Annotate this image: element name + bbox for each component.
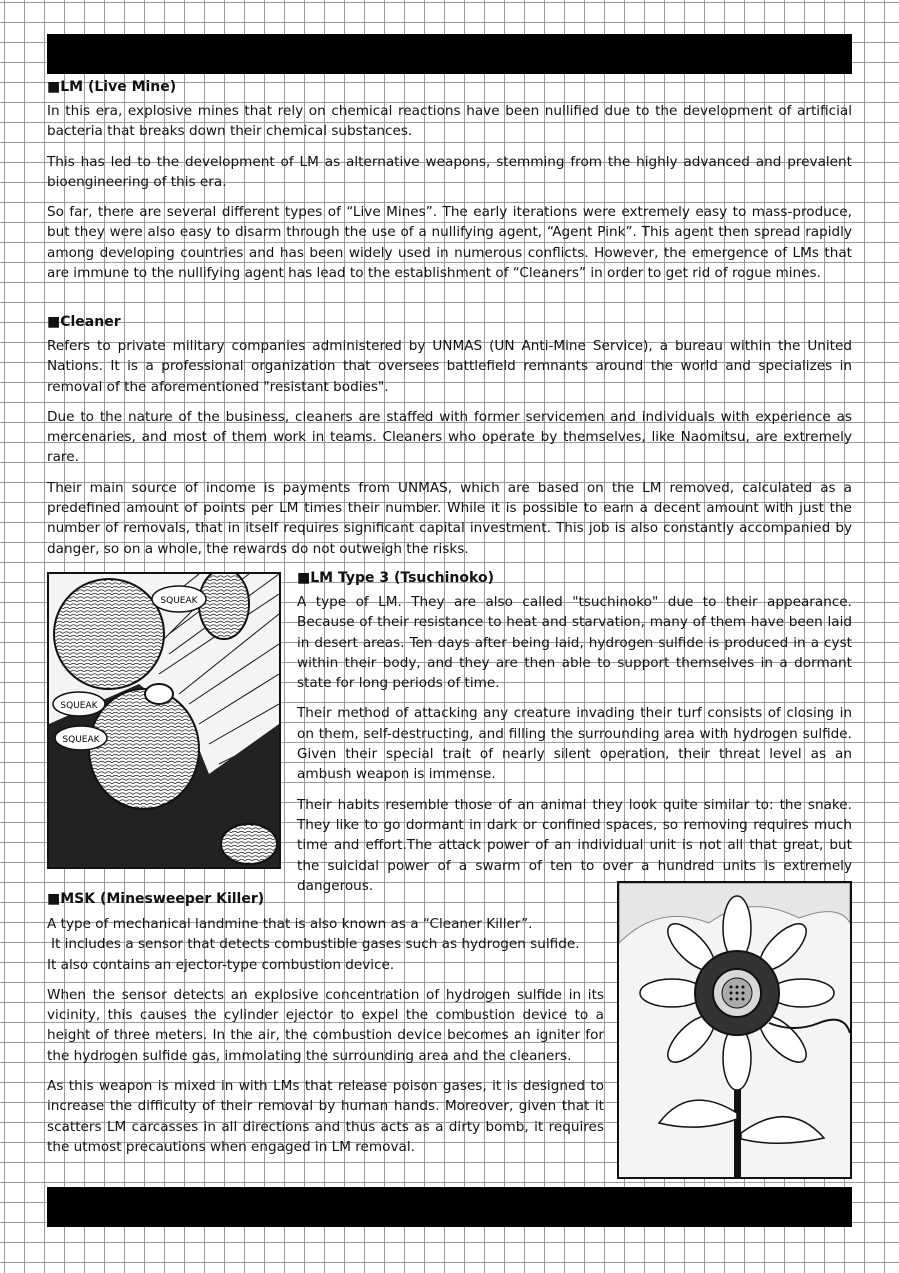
snake-body <box>54 579 164 689</box>
lm-type3-paragraph-1: A type of LM. They are also called "tsuchinoko" due to their appearance. Because of their resistance to heat and starvation, many of them have been laid in desert areas. Ten days after being laid, hydrogen sulfide is produced in a cyst within their body, and they are then able to support themselves in a dormant state for long periods of time. <box>297 594 852 692</box>
svg-text:SQUEAK: SQUEAK <box>60 701 98 711</box>
sfx-bubble <box>55 726 107 750</box>
msk-paragraph-2: When the sensor detects an explosive concentration of hydrogen sulfide in its vicinity, this causes the cylinder ejector to expel the combustion device to a height of three meters. In the air, the combustion device becomes an igniter for the hydrogen sulfide gas, immolating the surrounding area and the cleaners. <box>47 986 604 1064</box>
msk-paragraph-1-line-2: It includes a sensor that detects combustible gases such as hydrogen sulfide. <box>51 936 580 953</box>
lm-type3-paragraph-3: Their habits resemble those of an animal they look quite similar to: the snake. They like to go dormant in dark or confined spaces, so removing requires much time and effort.The attack power of an individual unit is not all that great, but the suicidal power of a swarm of ten to over a hundred units is extremely dangerous. <box>297 796 852 894</box>
cleaner-section-text <box>47 336 852 559</box>
lm-heading: ■LM (Live Mine) <box>47 79 177 95</box>
tsuchinoko-illustration <box>47 572 281 869</box>
lm-type3-paragraph-2: Their method of attacking any creature invading their turf consists of closing in on them, self-destructing, and filling the surrounding area with hydrogen sulfide. Given their special trait of nearly silent operation, their threat level as an ambush weapon is immense. <box>297 705 852 783</box>
snake-head <box>145 684 173 704</box>
cleaner-heading: ■Cleaner <box>47 314 121 330</box>
msk-sunflower-illustration <box>617 881 852 1179</box>
footer-bar <box>47 1187 852 1227</box>
lm-section-text <box>47 101 852 283</box>
msk-paragraph-1-line-3: It also contains an ejector-type combustion device. <box>47 956 395 973</box>
svg-text:SQUEAK: SQUEAK <box>62 735 100 745</box>
cleaner-paragraph-1: Refers to private military companies administered by UNMAS (UN Anti-Mine Service), a bureau within the United Nations. It is a professional organization that oversees battlefield remnants around the world and specializes in removal of the aforementioned "resistant bodies". <box>47 338 852 395</box>
sfx-bubble <box>152 586 206 612</box>
sfx-bubble <box>53 692 105 716</box>
lm-paragraph-2: This has led to the development of LM as alternative weapons, stemming from the highly advanced and prevalent bioengineering of this era. <box>47 153 852 190</box>
snake-body <box>89 689 199 809</box>
lm-type3-heading: ■LM Type 3 (Tsuchinoko) <box>297 570 494 586</box>
svg-text:SQUEAK: SQUEAK <box>160 596 198 606</box>
lm-paragraph-3: So far, there are several different types of “Live Mines”. The early iterations were extremely easy to mass-produce, but they were also easy to disarm through the use of a nullifying agent, “Agent Pink”. This agent then spread rapidly among developing countries and has been widely used in numerous conflicts. However, the emergence of LMs that are immune to the nullifying agent has lead to the establishment of “Cleaners” in order to get rid of rogue mines. <box>47 204 852 282</box>
msk-paragraph-3: As this weapon is mixed in with LMs that release poison gases, it is designed to increase the difficulty of their removal by human hands. Moreover, given that it scatters LM carcasses in all directions and thus acts as a dirty bomb, it requires the utmost precautions when engaged in LM removal. <box>47 1078 604 1155</box>
msk-paragraph-1 <box>47 914 604 975</box>
header-bar <box>47 34 852 74</box>
msk-paragraph-1-line-1: A type of mechanical landmine that is also known as a “Cleaner Killer”. <box>47 916 533 932</box>
cleaner-paragraph-3: Their main source of income is payments from UNMAS, which are based on the LM removed, calculated as a predefined amount of points per LM times their number. While it is possible to earn a decent amount with just the number of removals, that in itself requires significant capital investment. This job is also constantly accompanied by danger, so on a whole, the rewards do not outweigh the risks. <box>47 479 852 557</box>
snake-body <box>199 574 249 639</box>
msk-section-text <box>47 914 604 1157</box>
msk-heading: ■MSK (Minesweeper Killer) <box>47 891 265 907</box>
lm-paragraph-1: In this era, explosive mines that rely on chemical reactions have been nullified due to the development of artificial bacteria that breaks down their chemical substances. <box>47 103 852 140</box>
lm-type3-section-text <box>297 592 852 896</box>
cleaner-paragraph-2: Due to the nature of the business, cleaners are staffed with former servicemen and individuals with experience as mercenaries, and most of them work in teams. Cleaners who operate by themselves, like Naomitsu, are extremely rare. <box>47 408 852 466</box>
